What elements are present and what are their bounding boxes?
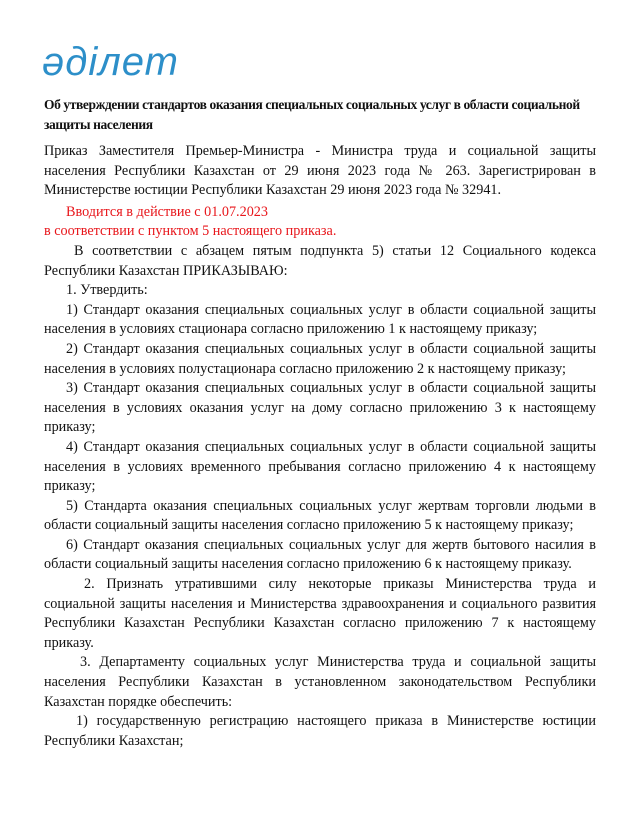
logo-text: әділет <box>42 40 179 84</box>
paragraph: 4) Стандарт оказания специальных социальных услуг в области социальной защиты населения в условиях временного пребывания согласно приложению 4 к настоящему приказу; <box>44 438 596 495</box>
document-title: Об утверждении стандартов оказания специальных социальных услуг в области социальной защиты населения <box>44 97 580 132</box>
effective-date-note[interactable]: Вводится в действие с 01.07.2023 <box>66 203 268 220</box>
paragraph: 5) Стандарта оказания специальных социальных услуг жертвам торговли людьми в области социальный защиты населения согласно приложению 5 к настоящему приказу; <box>44 497 596 534</box>
paragraph: 1) государственную регистрацию настоящего приказа в Министерстве юстиции Республики Казахстан; <box>44 713 596 749</box>
document-body <box>44 142 596 751</box>
paragraph: 1) Стандарт оказания специальных социальных услуг в области социальной защиты населения в условиях стационара согласно приложению 1 к настоящему приказу; <box>44 301 596 338</box>
paragraph: 2) Стандарт оказания специальных социальных услуг в области социальной защиты населения в условиях полустационара согласно приложению 2 к настоящему приказу; <box>44 340 596 377</box>
effective-basis-note[interactable]: в соответствии с пунктом 5 настоящего приказа. <box>44 223 337 240</box>
adilet-logo <box>42 40 182 84</box>
paragraph: 3) Стандарт оказания специальных социальных услуг в области социальной защиты населения в условиях оказания услуг на дому согласно приложению 3 к настоящему приказу; <box>44 380 596 436</box>
order-intro: Приказ Заместителя Премьер-Министра - Министра труда и социальной защиты населения Республики Казахстан от 29 июня 2023 года № 263. Зарегистрирован в Министерстве юстиции Республики Казахстан 29 июня 2023 года № 32941. <box>44 143 596 199</box>
paragraph: 6) Стандарт оказания специальных социальных услуг для жертв бытового насилия в области социальный защиты населения согласно приложению 6 к настоящему приказу. <box>44 536 596 573</box>
paragraph: 3. Департаменту социальных услуг Министерства труда и социальной защиты населения Республики Казахстан в установленном законодательством Республики Казахстан порядке обеспечить: <box>44 654 596 710</box>
paragraph: 2. Признать утратившими силу некоторые приказы Министерства труда и социальной защиты населения и Министерства здравоохранения и социального развития Республики Казахстан Республики Казахстан согласно приложению 7 к настоящему приказу. <box>44 576 596 651</box>
paragraph: 1. Утвердить: <box>66 282 148 299</box>
paragraph: В соответствии с абзацем пятым подпункта 5) статьи 12 Социального кодекса Республики Казахстан ПРИКАЗЫВАЮ: <box>44 242 596 279</box>
